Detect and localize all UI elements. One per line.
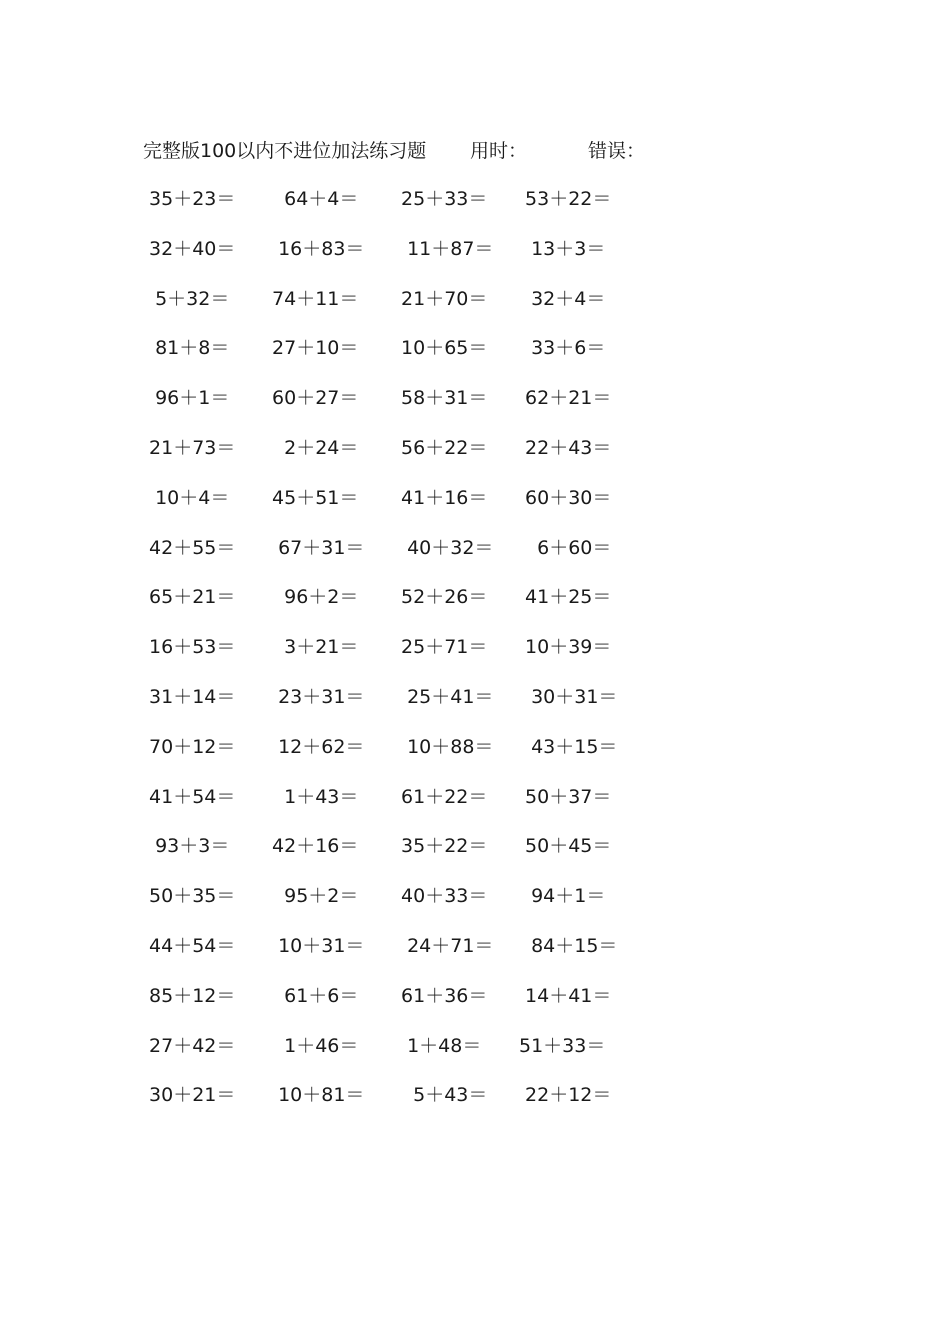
- addition-problem: 25＋71＝: [395, 636, 488, 659]
- addition-problem: 60＋27＝: [266, 387, 359, 410]
- addition-problem: 30＋31＝: [519, 685, 618, 708]
- addition-problem: 21＋70＝: [395, 287, 488, 310]
- addition-problem: 25＋41＝: [395, 685, 494, 708]
- addition-problem: 56＋22＝: [395, 436, 488, 459]
- addition-problem: 41＋16＝: [395, 486, 488, 509]
- problem-row: [143, 483, 663, 533]
- addition-problem: 74＋11＝: [266, 287, 359, 310]
- addition-problem: 52＋26＝: [395, 586, 488, 609]
- addition-problem: 22＋43＝: [519, 436, 612, 459]
- addition-problem: 96＋2＝: [266, 586, 359, 609]
- worksheet-title: 完整版100以内不进位加法练习题: [143, 140, 427, 162]
- problem-row: [143, 433, 663, 483]
- addition-problem: 5＋32＝: [143, 287, 230, 310]
- addition-problem: 32＋40＝: [143, 237, 236, 260]
- time-label: 用时：: [470, 140, 528, 162]
- addition-problem: 61＋36＝: [395, 984, 488, 1007]
- addition-problem: 70＋12＝: [143, 735, 236, 758]
- addition-problem: 24＋71＝: [395, 934, 494, 957]
- addition-problem: 10＋4＝: [143, 486, 230, 509]
- problem-row: [143, 1031, 663, 1081]
- addition-problem: 31＋14＝: [143, 685, 236, 708]
- addition-problem: 64＋4＝: [266, 188, 359, 210]
- addition-problem: 32＋4＝: [519, 287, 606, 310]
- problem-row: [143, 383, 663, 433]
- addition-problem: 5＋43＝: [395, 1084, 488, 1107]
- problem-row: [143, 284, 663, 334]
- problem-row: [143, 831, 663, 881]
- addition-problem: 50＋35＝: [143, 885, 236, 908]
- addition-problem: 27＋10＝: [266, 337, 359, 360]
- problem-grid: [143, 184, 663, 1130]
- addition-problem: 43＋15＝: [519, 735, 618, 758]
- addition-problem: 30＋21＝: [143, 1084, 236, 1107]
- addition-problem: 12＋62＝: [266, 735, 365, 758]
- problem-row: [143, 333, 663, 383]
- problem-row: [143, 981, 663, 1031]
- problem-row: [143, 931, 663, 981]
- problem-row: [143, 184, 663, 234]
- problem-row: [143, 582, 663, 632]
- addition-problem: 67＋31＝: [266, 536, 365, 559]
- addition-problem: 10＋65＝: [395, 337, 488, 360]
- problem-row: [143, 782, 663, 832]
- addition-problem: 23＋31＝: [266, 685, 365, 708]
- addition-problem: 53＋22＝: [519, 188, 612, 210]
- addition-problem: 1＋46＝: [266, 1034, 359, 1057]
- addition-problem: 27＋42＝: [143, 1034, 236, 1057]
- problem-row: [143, 682, 663, 732]
- addition-problem: 45＋51＝: [266, 486, 359, 509]
- addition-problem: 25＋33＝: [395, 188, 488, 210]
- problem-row: [143, 234, 663, 284]
- addition-problem: 81＋8＝: [143, 337, 230, 360]
- addition-problem: 60＋30＝: [519, 486, 612, 509]
- addition-problem: 84＋15＝: [519, 934, 618, 957]
- addition-problem: 96＋1＝: [143, 387, 230, 410]
- addition-problem: 16＋53＝: [143, 636, 236, 659]
- problem-row: [143, 1080, 663, 1130]
- addition-problem: 6＋60＝: [519, 536, 612, 559]
- addition-problem: 2＋24＝: [266, 436, 359, 459]
- addition-problem: 50＋45＝: [519, 835, 612, 858]
- addition-problem: 95＋2＝: [266, 885, 359, 908]
- addition-problem: 44＋54＝: [143, 934, 236, 957]
- problem-row: [143, 732, 663, 782]
- errors-label: 错误：: [588, 140, 646, 162]
- addition-problem: 41＋54＝: [143, 785, 236, 808]
- addition-problem: 42＋55＝: [143, 536, 236, 559]
- addition-problem: 1＋48＝: [395, 1034, 482, 1057]
- addition-problem: 61＋22＝: [395, 785, 488, 808]
- addition-problem: 61＋6＝: [266, 984, 359, 1007]
- addition-problem: 22＋12＝: [519, 1084, 612, 1107]
- addition-problem: 10＋31＝: [266, 934, 365, 957]
- problem-row: [143, 533, 663, 583]
- problem-row: [143, 632, 663, 682]
- addition-problem: 93＋3＝: [143, 835, 230, 858]
- addition-problem: 13＋3＝: [519, 237, 606, 260]
- addition-problem: 33＋6＝: [519, 337, 606, 360]
- addition-problem: 14＋41＝: [519, 984, 612, 1007]
- addition-problem: 94＋1＝: [519, 885, 606, 908]
- addition-problem: 62＋21＝: [519, 387, 612, 410]
- addition-problem: 42＋16＝: [266, 835, 359, 858]
- addition-problem: 11＋87＝: [395, 237, 494, 260]
- addition-problem: 35＋23＝: [143, 188, 236, 210]
- addition-problem: 58＋31＝: [395, 387, 488, 410]
- addition-problem: 40＋32＝: [395, 536, 494, 559]
- addition-problem: 16＋83＝: [266, 237, 365, 260]
- addition-problem: 10＋81＝: [266, 1084, 365, 1107]
- addition-problem: 85＋12＝: [143, 984, 236, 1007]
- addition-problem: 35＋22＝: [395, 835, 488, 858]
- addition-problem: 51＋33＝: [519, 1034, 606, 1057]
- addition-problem: 1＋43＝: [266, 785, 359, 808]
- addition-problem: 65＋21＝: [143, 586, 236, 609]
- addition-problem: 21＋73＝: [143, 436, 236, 459]
- addition-problem: 41＋25＝: [519, 586, 612, 609]
- addition-problem: 50＋37＝: [519, 785, 612, 808]
- addition-problem: 10＋39＝: [519, 636, 612, 659]
- addition-problem: 3＋21＝: [266, 636, 359, 659]
- problem-row: [143, 881, 663, 931]
- addition-problem: 40＋33＝: [395, 885, 488, 908]
- addition-problem: 10＋88＝: [395, 735, 494, 758]
- worksheet-header: [143, 136, 703, 166]
